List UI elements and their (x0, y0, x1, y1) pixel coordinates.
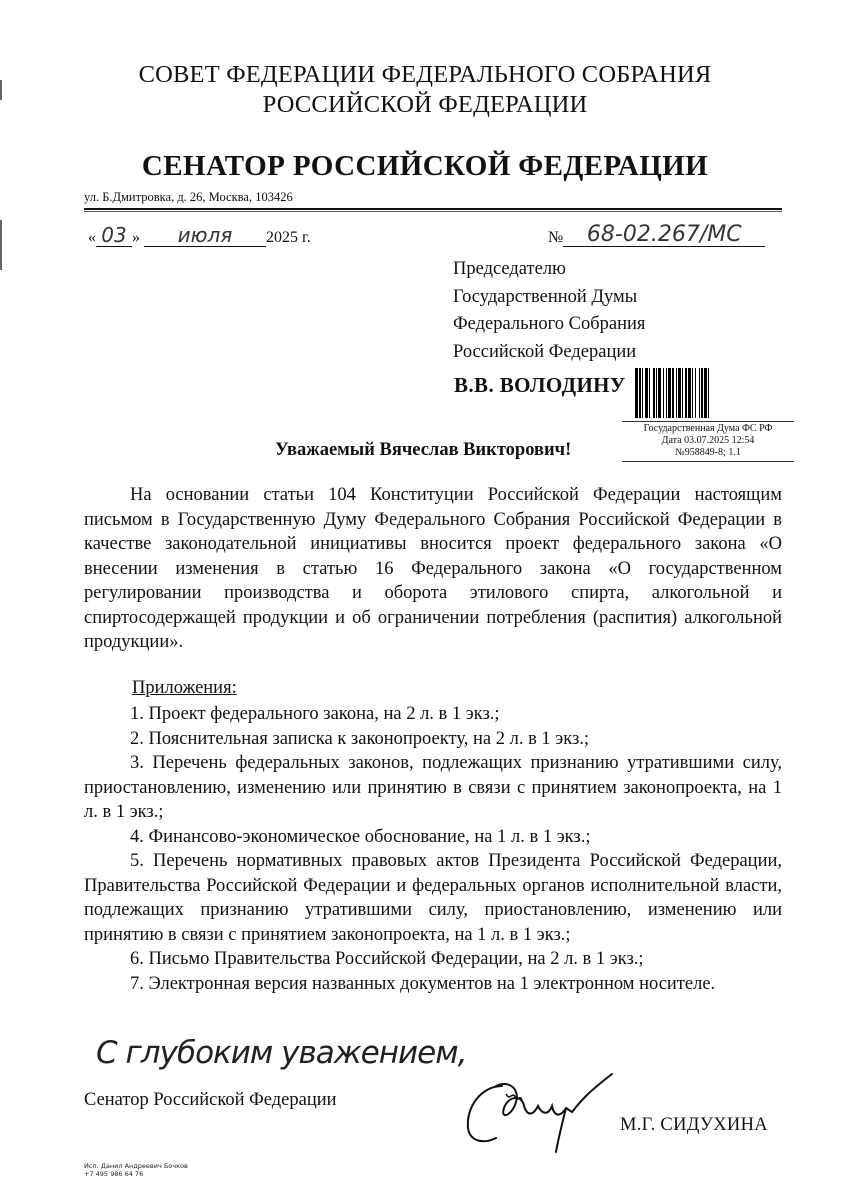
organization-line-1: СОВЕТ ФЕДЕРАЦИИ ФЕДЕРАЛЬНОГО СОБРАНИЯ (138, 61, 712, 88)
date-year: 2025 г. (266, 229, 311, 246)
scan-edge-mark (0, 220, 2, 270)
salutation: Уважаемый Вячеслав Викторович! (275, 440, 572, 460)
date-close-quote: » (132, 229, 140, 246)
letterhead-divider-thin (84, 211, 782, 212)
outgoing-number-value: 68-02.267/МС (586, 222, 742, 247)
signatory-role: Сенатор Российской Федерации (84, 1090, 337, 1110)
outgoing-number-field (563, 222, 765, 247)
outgoing-number (548, 222, 765, 250)
date-day-field (96, 223, 132, 247)
body-paragraph: На основании статьи 104 Конституции Российской Федерации настоящим письмом в Государственную Думу Федерального Собрания Российской Федерации в качестве законодательной инициативы вносится проект федерального закона «О внесении изменения в статью 16 Федерального закона «О государственном регулировании производства и оборота этилового спирта, алкогольной и спиртосодержащей продукции и об ограничении потребления (распития) алкогольной продукции». (84, 485, 782, 652)
date-open-quote: « (88, 229, 96, 246)
letterhead-address: ул. Б.Дмитровка, д. 26, Москва, 103426 (84, 190, 293, 204)
attachment-item: 2. Пояснительная записка к законопроекту, на 2 л. в 1 экз.; (130, 728, 590, 749)
attachments-list (84, 702, 782, 996)
addressee-block (453, 256, 645, 366)
attachment-item: 3. Перечень федеральных законов, подлежащих признанию утратившими силу, приостановлению, изменению или принятию в связи с принятием законопроекта, на 1 л. в 1 экз.; (84, 753, 782, 822)
letterhead-title: СЕНАТОР РОССИЙСКОЙ ФЕДЕРАЦИИ (141, 150, 709, 182)
stamp-divider (622, 461, 794, 462)
stamp-date: Дата 03.07.2025 12:54 (661, 435, 755, 446)
stamp-text (622, 422, 794, 460)
letterhead-organization (0, 60, 850, 120)
addressee-line: Федерального Собрания (453, 314, 646, 334)
signature-icon (462, 1072, 622, 1162)
date-day: 03 (101, 223, 127, 247)
addressee-name: В.В. ВОЛОДИНУ (454, 373, 626, 397)
addressee-line: Российской Федерации (453, 341, 637, 362)
attachment-item: 4. Финансово-экономическое обоснование, на 1 л. в 1 экз.; (130, 826, 591, 847)
organization-line-2: РОССИЙСКОЙ ФЕДЕРАЦИИ (262, 91, 588, 118)
document-date (88, 223, 311, 250)
attachments-colon: : (231, 678, 237, 698)
addressee-line: Председателю (453, 259, 566, 279)
attachment-item: 1. Проект федерального закона, на 2 л. в 1 экз.; (130, 704, 500, 724)
addressee-line: Государственной Думы (453, 286, 638, 307)
signatory-name: М.Г. СИДУХИНА (620, 1115, 768, 1135)
date-month: июля (177, 223, 233, 247)
attachments-heading (132, 678, 237, 699)
executor-info (84, 1162, 188, 1178)
executor-phone: +7 495 986 64 76 (84, 1170, 144, 1178)
attachment-item: 6. Письмо Правительства Российской Федерации, на 2 л. в 1 экз.; (130, 949, 644, 969)
barcode-icon (635, 368, 794, 418)
letterhead-divider (84, 208, 782, 210)
executor-name: Исп. Данил Андреевич Бочков (84, 1162, 188, 1170)
handwritten-closing: С глубоким уважением, (96, 1035, 467, 1071)
date-month-field (144, 223, 266, 247)
attachment-item: 5. Перечень нормативных правовых актов Президента Российской Федерации, Правительства Российской Федерации и федеральных органов исполнительной власти, подлежащих признанию утратившими силу, приостановлению, изменению или принятию в связи с принятием законопроекта, на 1 л. в 1 экз.; (84, 851, 782, 945)
attachments-title: Приложения (132, 678, 232, 698)
stamp-organization: Государственная Дума ФС РФ (643, 423, 773, 434)
stamp-number: №958849-8; 1.1 (675, 447, 741, 458)
attachment-item: 7. Электронная версия названных документов на 1 электронном носителе. (130, 973, 716, 994)
number-sign: № (548, 229, 564, 246)
registration-stamp (622, 368, 794, 462)
